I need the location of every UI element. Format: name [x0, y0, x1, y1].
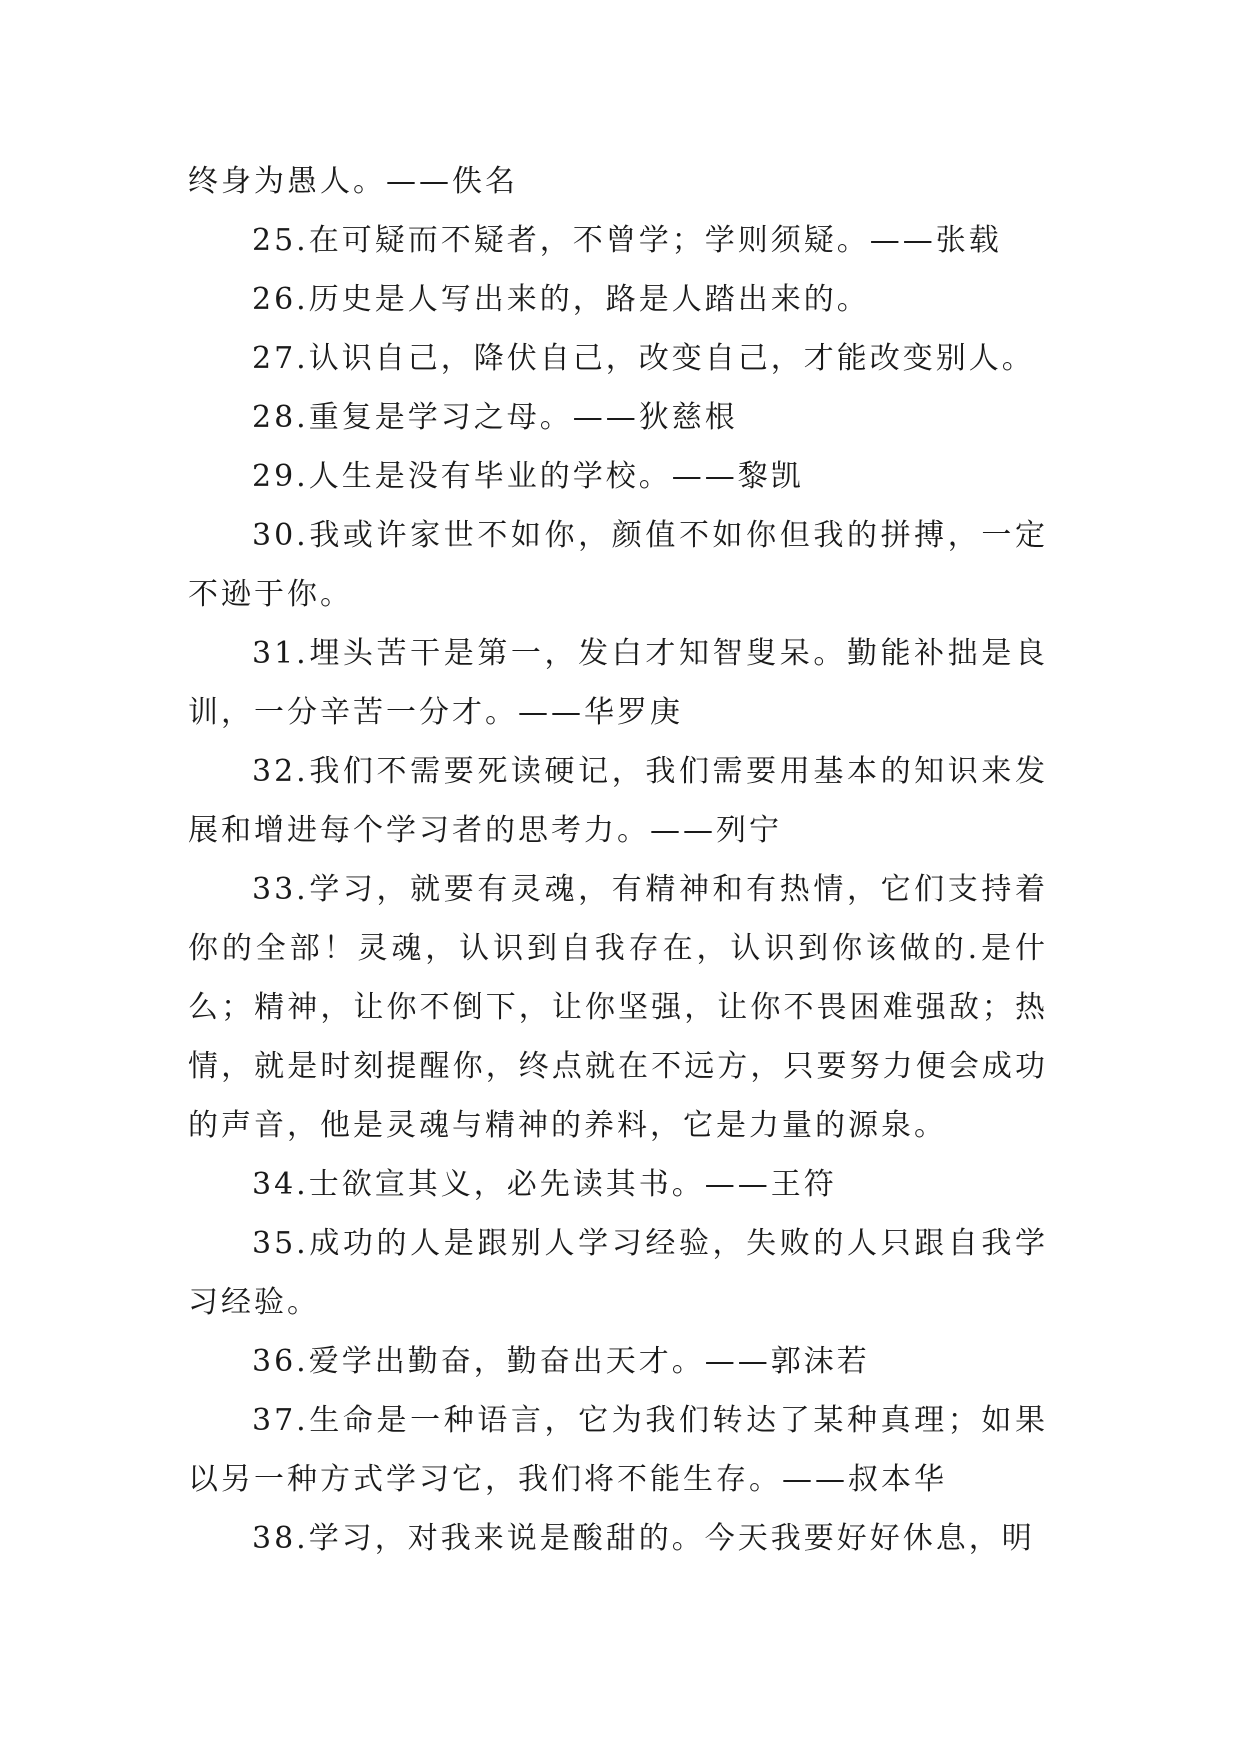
quote-item-35: 35.成功的人是跟别人学习经验，失败的人只跟自我学习经验。 [188, 1226, 1048, 1320]
quote-item-27: 27.认识自己，降伏自己，改变自己，才能改变别人。 [252, 341, 1035, 376]
quote-item-32: 32.我们不需要死读硬记，我们需要用基本的知识来发展和增进每个学习者的思考力。——列宁 [188, 754, 1048, 848]
quote-item-30: 30.我或许家世不如你，颜值不如你但我的拼搏，一定不逊于你。 [188, 518, 1048, 612]
paragraph-continuation: 终身为愚人。——佚名 [188, 164, 518, 199]
quote-item-37: 37.生命是一种语言，它为我们转达了某种真理；如果以另一种方式学习它，我们将不能生存。——叔本华 [188, 1403, 1048, 1497]
quote-item-38: 38.学习，对我来说是酸甜的。今天我要好好休息，明 [252, 1521, 1035, 1556]
quote-item-29: 29.人生是没有毕业的学校。——黎凯 [252, 459, 804, 494]
quote-item-33: 33.学习，就要有灵魂，有精神和有热情，它们支持着你的全部！灵魂，认识到自我存在，认识到你该做的.是什么；精神，让你不倒下，让你坚强，让你不畏困难强敌；热情，就是时刻提醒你，终点就在不远方，只要努力便会成功的声音，他是灵魂与精神的养料，它是力量的源泉。 [188, 872, 1048, 1143]
quote-item-34: 34.士欲宣其义，必先读其书。——王符 [252, 1167, 837, 1202]
quote-item-31: 31.埋头苦干是第一，发白才知智叟呆。勤能补拙是良训，一分辛苦一分才。——华罗庚 [188, 636, 1048, 730]
quote-item-36: 36.爱学出勤奋，勤奋出天才。——郭沫若 [252, 1344, 870, 1379]
quote-item-26: 26.历史是人写出来的，路是人踏出来的。 [252, 282, 870, 317]
document-body [188, 152, 1048, 1568]
quote-item-28: 28.重复是学习之母。——狄慈根 [252, 400, 738, 435]
quote-item-25: 25.在可疑而不疑者，不曾学；学则须疑。——张载 [252, 223, 1002, 258]
